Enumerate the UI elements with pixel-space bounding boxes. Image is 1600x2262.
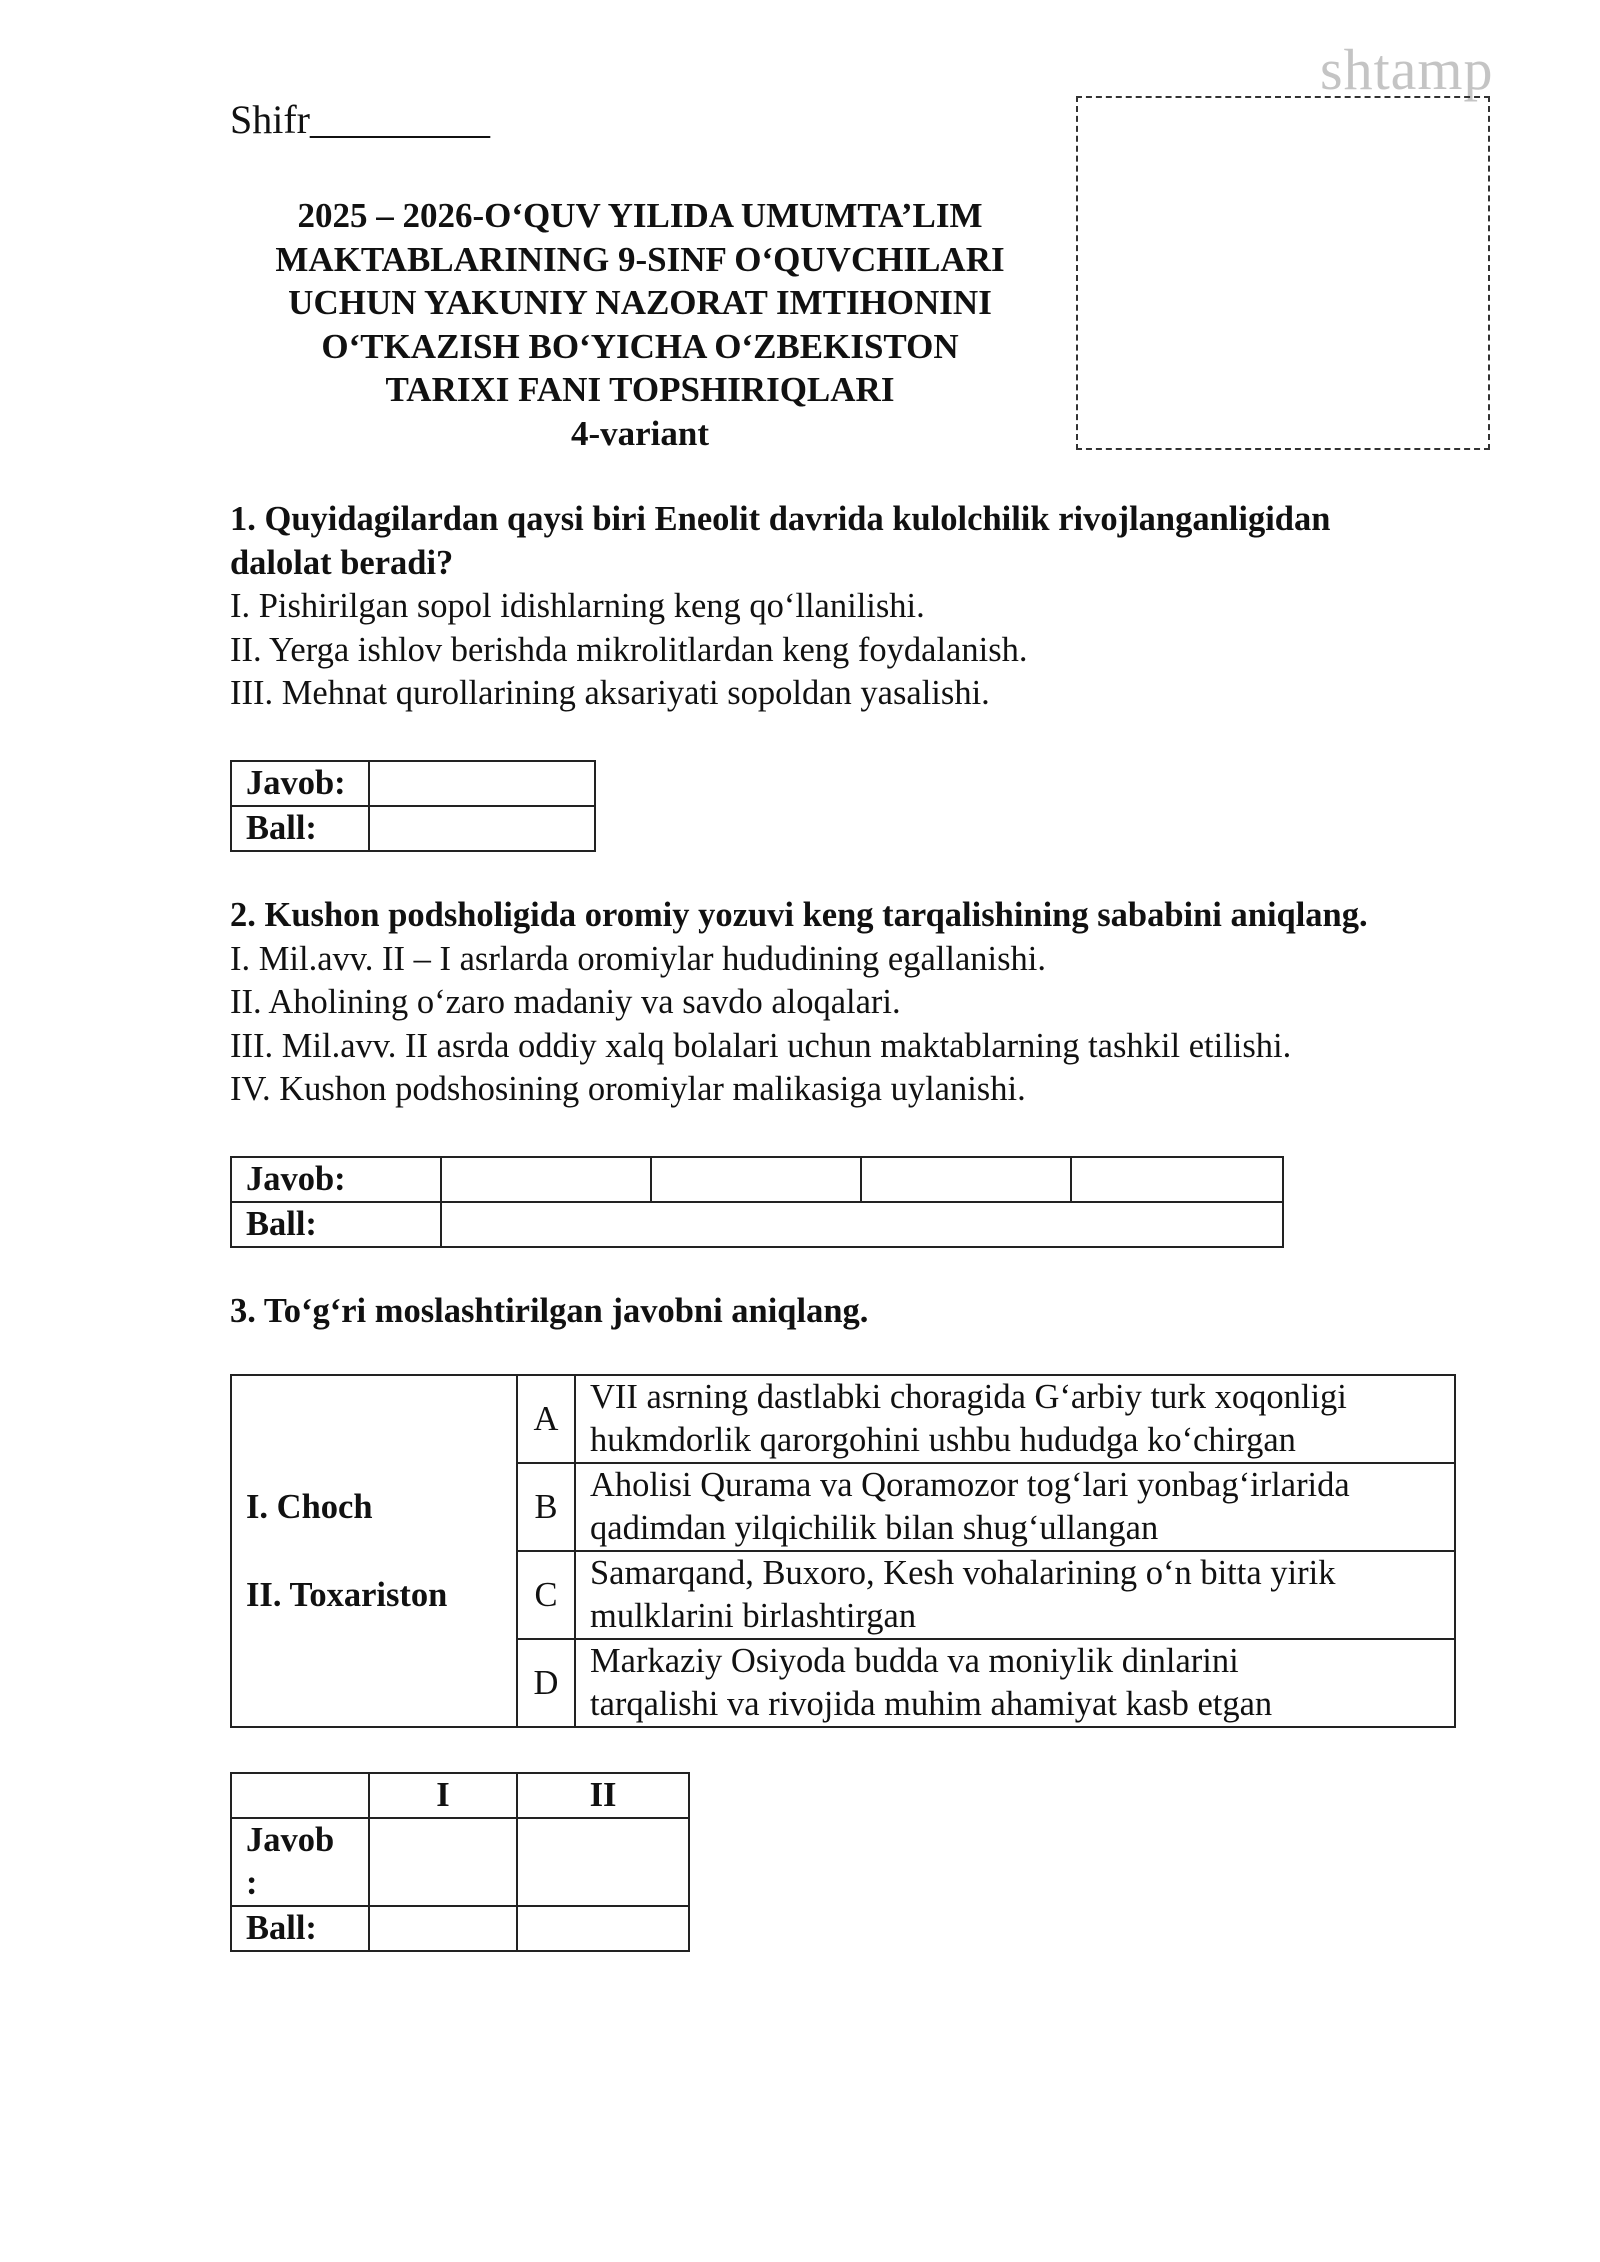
ball-input-cell-ii[interactable] — [517, 1906, 689, 1951]
option-text-line: hukmdorlik qarorgohini ushbu hududga ko‘chirgan — [590, 1421, 1296, 1459]
title-line: 2025 – 2026-O‘QUV YILIDA UMUMTA’LIM — [297, 196, 983, 235]
ball-input-cell[interactable] — [441, 1202, 1283, 1247]
q3-answer-table — [230, 1772, 690, 1952]
question-2-text: 2. Kushon podsholigida oromiy yozuvi keng tarqalishining sababini aniqlang. — [230, 896, 1368, 934]
option-letter-c: C — [517, 1551, 575, 1639]
column-header-i: I — [369, 1773, 517, 1818]
javob-input-cell[interactable] — [651, 1157, 861, 1202]
matching-left-column — [231, 1375, 517, 1727]
exam-title — [230, 194, 1050, 455]
option-c-description — [575, 1551, 1455, 1639]
question-2-option: I. Mil.avv. II – I asrlarda oromiylar hududining egallanishi. — [230, 939, 1046, 978]
empty-header-cell — [231, 1773, 369, 1818]
question-2-option: III. Mil.avv. II asrda oddiy xalq bolalari uchun maktablarning tashkil etilishi. — [230, 1026, 1292, 1065]
shifr-field: Shifr_________ — [230, 97, 490, 142]
ball-label: Ball: — [231, 806, 369, 851]
question-1-option: II. Yerga ishlov berishda mikrolitlardan keng foydalanish. — [230, 630, 1028, 669]
q2-answer-table — [230, 1156, 1284, 1248]
option-text-line: mulklarini birlashtirgan — [590, 1597, 917, 1635]
javob-input-cell[interactable] — [369, 761, 595, 806]
option-text-line: qadimdan yilqichilik bilan shug‘ullangan — [590, 1509, 1159, 1547]
javob-label-part: Javob — [246, 1821, 335, 1859]
question-1-option: III. Mehnat qurollarining aksariyati sopoldan yasalishi. — [230, 674, 990, 712]
q1-answer-table — [230, 760, 596, 852]
question-3 — [230, 1290, 1490, 1334]
title-line: MAKTABLARINING 9-SINF O‘QUVCHILARI — [275, 239, 1005, 279]
javob-label — [231, 1818, 369, 1906]
variant-label: 4-variant — [570, 413, 710, 453]
question-2-option: IV. Kushon podshosining oromiylar malikasiga uylanishi. — [230, 1070, 1026, 1108]
question-1-text-cont: dalolat beradi? — [230, 543, 454, 582]
javob-label: Javob: — [231, 1157, 441, 1202]
question-2 — [230, 894, 1490, 1112]
option-text-line: Samarqand, Buxoro, Kesh vohalarining o‘n bitta yirik — [590, 1554, 1336, 1592]
question-1-text: 1. Quyidagilardan qaysi biri Eneolit davrida kulolchilik rivojlanganligidan — [230, 500, 1331, 538]
question-2-option: II. Aholining o‘zaro madaniy va savdo aloqalari. — [230, 983, 901, 1021]
question-1-option: I. Pishirilgan sopol idishlarning keng qo‘llanilishi. — [230, 587, 925, 625]
title-line: UCHUN YAKUNIY NAZORAT IMTIHONINI — [288, 283, 992, 322]
option-text-line: VII asrning dastlabki choragida G‘arbiy turk xoqonligi — [590, 1378, 1347, 1416]
option-letter-b: B — [517, 1463, 575, 1551]
question-3-text: 3. To‘g‘ri moslashtirilgan javobni aniqlang. — [230, 1292, 869, 1330]
option-text-line: tarqalishi va rivojida muhim ahamiyat kasb etgan — [590, 1685, 1273, 1723]
q3-matching-table — [230, 1374, 1456, 1728]
javob-input-cell[interactable] — [441, 1157, 651, 1202]
option-text-line: Aholisi Qurama va Qoramozor tog‘lari yonbag‘irlarida — [590, 1466, 1350, 1504]
ball-input-cell[interactable] — [369, 806, 595, 851]
title-line: O‘TKAZISH BO‘YICHA O‘ZBEKISTON — [321, 326, 959, 366]
stamp-box — [1076, 96, 1490, 450]
watermark-text: shtamp — [1320, 37, 1494, 102]
option-b-description — [575, 1463, 1455, 1551]
option-a-description — [575, 1375, 1455, 1463]
javob-input-cell-i[interactable] — [369, 1818, 517, 1906]
ball-input-cell-i[interactable] — [369, 1906, 517, 1951]
column-header-ii: II — [517, 1773, 689, 1818]
javob-label: Javob: — [231, 761, 369, 806]
option-letter-d: D — [517, 1639, 575, 1727]
left-item-toxariston: II. Toxariston — [246, 1576, 448, 1614]
ball-label: Ball: — [231, 1202, 441, 1247]
javob-input-cell-ii[interactable] — [517, 1818, 689, 1906]
option-d-description — [575, 1639, 1455, 1727]
left-item-choch: I. Choch — [246, 1488, 373, 1526]
title-line: TARIXI FANI TOPSHIRIQLARI — [385, 370, 895, 409]
javob-input-cell[interactable] — [1071, 1157, 1283, 1202]
javob-label-part: : — [246, 1864, 258, 1902]
ball-label: Ball: — [231, 1906, 369, 1951]
javob-input-cell[interactable] — [861, 1157, 1071, 1202]
question-1 — [230, 498, 1490, 716]
option-letter-a: A — [517, 1375, 575, 1463]
option-text-line: Markaziy Osiyoda budda va moniylik dinlarini — [590, 1642, 1239, 1680]
